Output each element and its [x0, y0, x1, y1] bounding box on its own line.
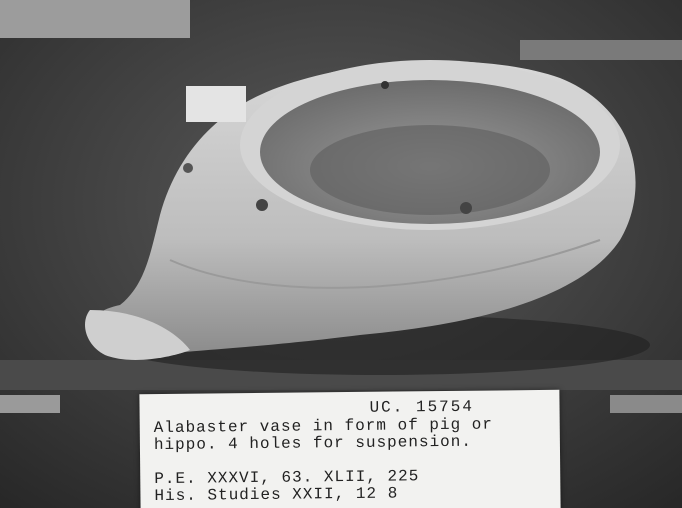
vase-interior [310, 125, 550, 215]
label-description: Alabaster vase in form of pig or hippo. 4 holes for suspension. [153, 415, 494, 455]
suspension-hole [256, 199, 268, 211]
catalog-id: UC. 15754 [369, 397, 475, 417]
suspension-hole [183, 163, 193, 173]
right-small-panel [610, 395, 682, 413]
suspension-hole [460, 202, 472, 214]
shelf-top-right [520, 40, 682, 60]
label-reference-1: P.E. XXXVI, 63. XLII, 225 [154, 467, 420, 489]
label-reference-2: His. Studies XXII, 12 8 [154, 484, 399, 506]
suspension-hole [381, 81, 389, 89]
museum-label-card [139, 390, 560, 508]
left-small-panel [0, 395, 60, 413]
top-left-patch [0, 0, 190, 38]
background-card [186, 86, 246, 122]
